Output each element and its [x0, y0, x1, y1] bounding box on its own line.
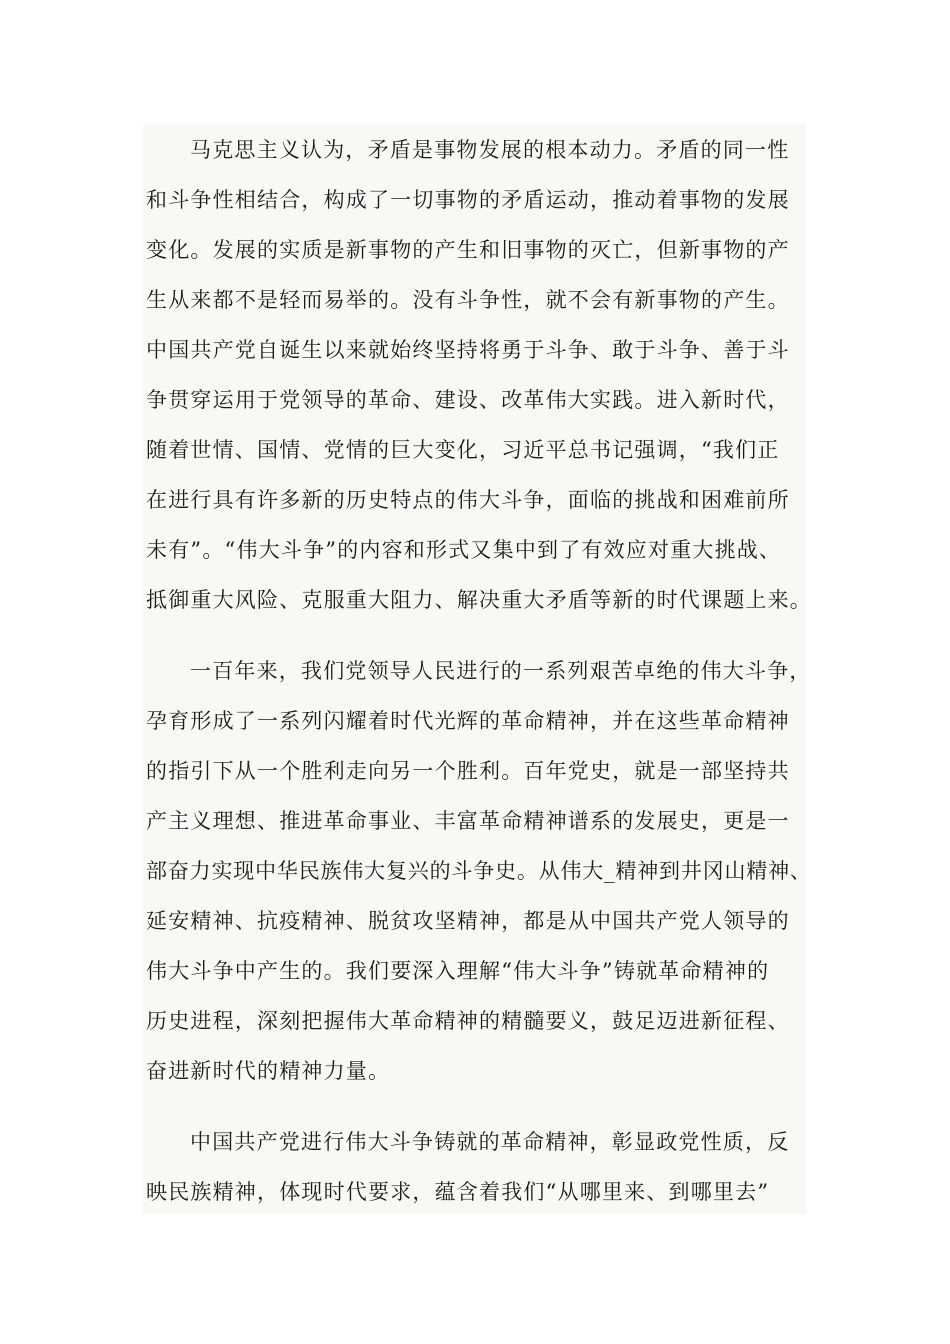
paragraph-line: 未有”。“伟大斗争”的内容和形式又集中到了有效应对重大挑战、: [146, 538, 782, 562]
paragraph-line: 部奋力实现中华民族伟大复兴的斗争史。从伟大_精神到井冈山精神、: [146, 859, 812, 883]
paragraph-line: 生从来都不是轻而易举的。没有斗争性，就不会有新事物的产生。: [146, 288, 790, 312]
paragraph-line: 奋进新时代的精神力量。: [146, 1059, 391, 1083]
paragraph-line: 和斗争性相结合，构成了一切事物的矛盾运动，推动着事物的发展: [146, 188, 790, 212]
paragraph-line: 延安精神、抗疫精神、脱贫攻坚精神，都是从中国共产党人领导的: [146, 909, 790, 933]
paragraph-line: 一百年来，我们党领导人民进行的一系列艰苦卓绝的伟大斗争，: [190, 659, 812, 683]
paragraph-line: 在进行具有许多新的历史特点的伟大斗争，面临的挑战和困难前所: [146, 488, 790, 512]
paragraph-line: 映民族精神，体现时代要求，蕴含着我们“从哪里来、到哪里去”: [146, 1180, 770, 1204]
paragraph-line: 抵御重大风险、克服重大阻力、解决重大矛盾等新的时代课题上来。: [146, 588, 812, 612]
paragraph-line: 中国共产党进行伟大斗争铸就的革命精神，彰显政党性质，反: [190, 1130, 790, 1154]
paragraph-line: 随着世情、国情、党情的巨大变化，习近平总书记强调，“我们正: [146, 438, 780, 462]
paragraph-line: 争贯穿运用于党领导的革命、建设、改革伟大实践。进入新时代，: [146, 388, 790, 412]
paragraph-line: 历史进程，深刻把握伟大革命精神的精髓要义，鼓足迈进新征程、: [146, 1009, 790, 1033]
paragraph-line: 伟大斗争中产生的。我们要深入理解“伟大斗争”铸就革命精神的: [146, 959, 770, 983]
paragraph-line: 产主义理想、推进革命事业、丰富革命精神谱系的发展史，更是一: [146, 809, 790, 833]
paragraph-line: 孕育形成了一系列闪耀着时代光辉的革命精神，并在这些革命精神: [146, 709, 790, 733]
paragraph-line: 中国共产党自诞生以来就始终坚持将勇于斗争、敢于斗争、善于斗: [146, 338, 790, 362]
paragraph-line: 变化。发展的实质是新事物的产生和旧事物的灭亡，但新事物的产: [146, 238, 790, 262]
paragraph-line: 马克思主义认为，矛盾是事物发展的根本动力。矛盾的同一性: [190, 138, 790, 162]
paragraph-line: 的指引下从一个胜利走向另一个胜利。百年党史，就是一部坚持共: [146, 759, 790, 783]
